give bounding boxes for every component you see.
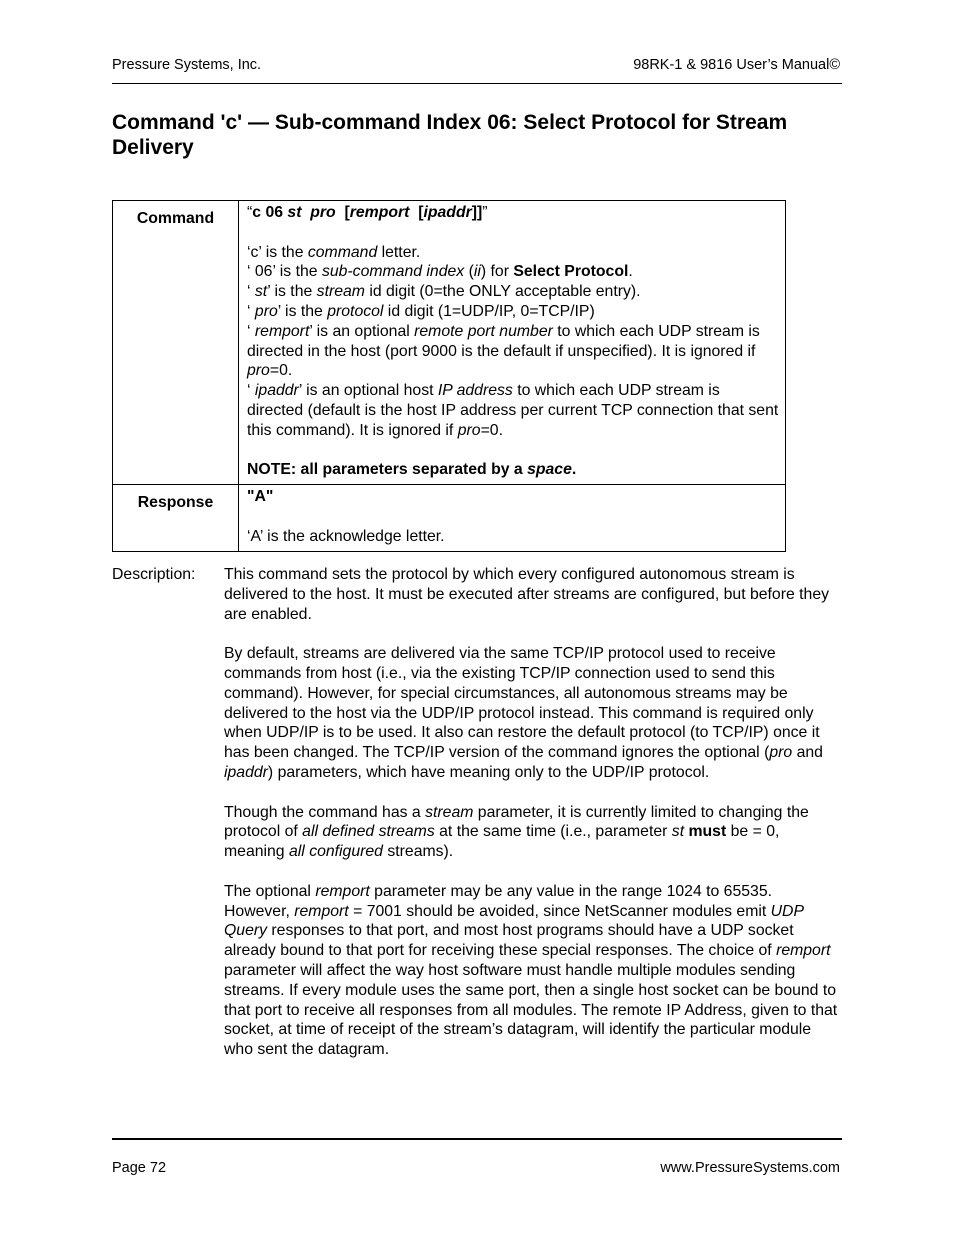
response-cell xyxy=(239,485,786,551)
subcommand-index-line: ‘ 06’ is the sub-command index (ii) for Select Protocol. xyxy=(247,263,633,281)
section-title: Command 'c' — Sub-command Index 06: Select Protocol for Stream Delivery xyxy=(112,111,788,159)
response-value: "A" xyxy=(247,488,274,506)
protocol-id-line: ‘ pro’ is the protocol id digit (1=UDP/IP, 0=TCP/IP) xyxy=(247,302,595,320)
command-cell xyxy=(239,201,786,485)
description-paragraph-2: By default, streams are delivered via the same TCP/IP protocol used to receive commands from host (i.e., via the existing TCP/IP connection used to send this command). However, for special circumstances, all autonomous streams may be delivered to the host via the UDP/IP protocol instead. This command is required only when UDP/IP is to be used. It also can restore the default protocol (to TCP/IP) once it has been changed. The TCP/IP version of the command ignores the optional (pro and ipaddr) parameters, which have meaning only to the UDP/IP protocol. xyxy=(224,645,823,781)
description-paragraph-4: The optional remport parameter may be any value in the range 1024 to 65535. However, remport = 7001 should be avoided, since NetScanner modules emit UDP Query responses to that port, and most host programs should have a UDP socket already bound to that port for receiving these special responses. The choice of remport parameter will affect the way host software must handle multiple modules sending streams. If every module uses the same port, then a single host socket can be bound to that port to receive all responses from all modules. The remote IP Address, given to that socket, at time of receipt of the stream’s datagram, will identify the particular module who sent the datagram. xyxy=(224,882,838,1059)
website-url: www.PressureSystems.com xyxy=(660,1160,840,1176)
description-section xyxy=(112,565,842,1080)
footer-rule xyxy=(112,1138,842,1140)
description-paragraph-1: This command sets the protocol by which every configured autonomous stream is delivered to the host. It must be executed after streams are configured, but before they are enabled. xyxy=(224,566,830,623)
page-number: Page 72 xyxy=(112,1160,167,1176)
ipaddr-line: ‘ ipaddr’ is an optional host IP address to which each UDP stream is directed (default is the host IP address per current TCP connection that sent this command). It is ignored if pro=0. xyxy=(247,382,779,439)
command-label: Command xyxy=(113,201,239,485)
command-row xyxy=(113,201,786,485)
command-letter-line: ‘c’ is the command letter. xyxy=(247,243,421,261)
description-paragraph-3: Though the command has a stream parameter, it is currently limited to changing the protocol of all defined streams at the same time (i.e., parameter st must be = 0, meaning all configured streams). xyxy=(224,803,809,861)
header-company: Pressure Systems, Inc. xyxy=(112,57,262,73)
stream-id-line: ‘ st’ is the stream id digit (0=the ONLY acceptable entry). xyxy=(247,283,641,301)
response-description: ‘A’ is the acknowledge letter. xyxy=(247,527,445,545)
response-label: Response xyxy=(113,485,239,551)
header-manual-title: 98RK-1 & 9816 User’s Manual© xyxy=(633,57,840,73)
parameters-note: NOTE: all parameters separated by a space. xyxy=(247,461,577,479)
remport-line: ‘ remport’ is an optional remote port number to which each UDP stream is directed in the host (port 9000 is the default if unspecified). It is ignored if pro=0. xyxy=(247,322,760,380)
command-table xyxy=(112,200,786,552)
description-label: Description: xyxy=(112,566,196,583)
header-rule xyxy=(112,83,842,84)
response-row xyxy=(113,485,786,551)
command-syntax: “c 06 st pro [remport [ipaddr]]” xyxy=(247,204,488,221)
